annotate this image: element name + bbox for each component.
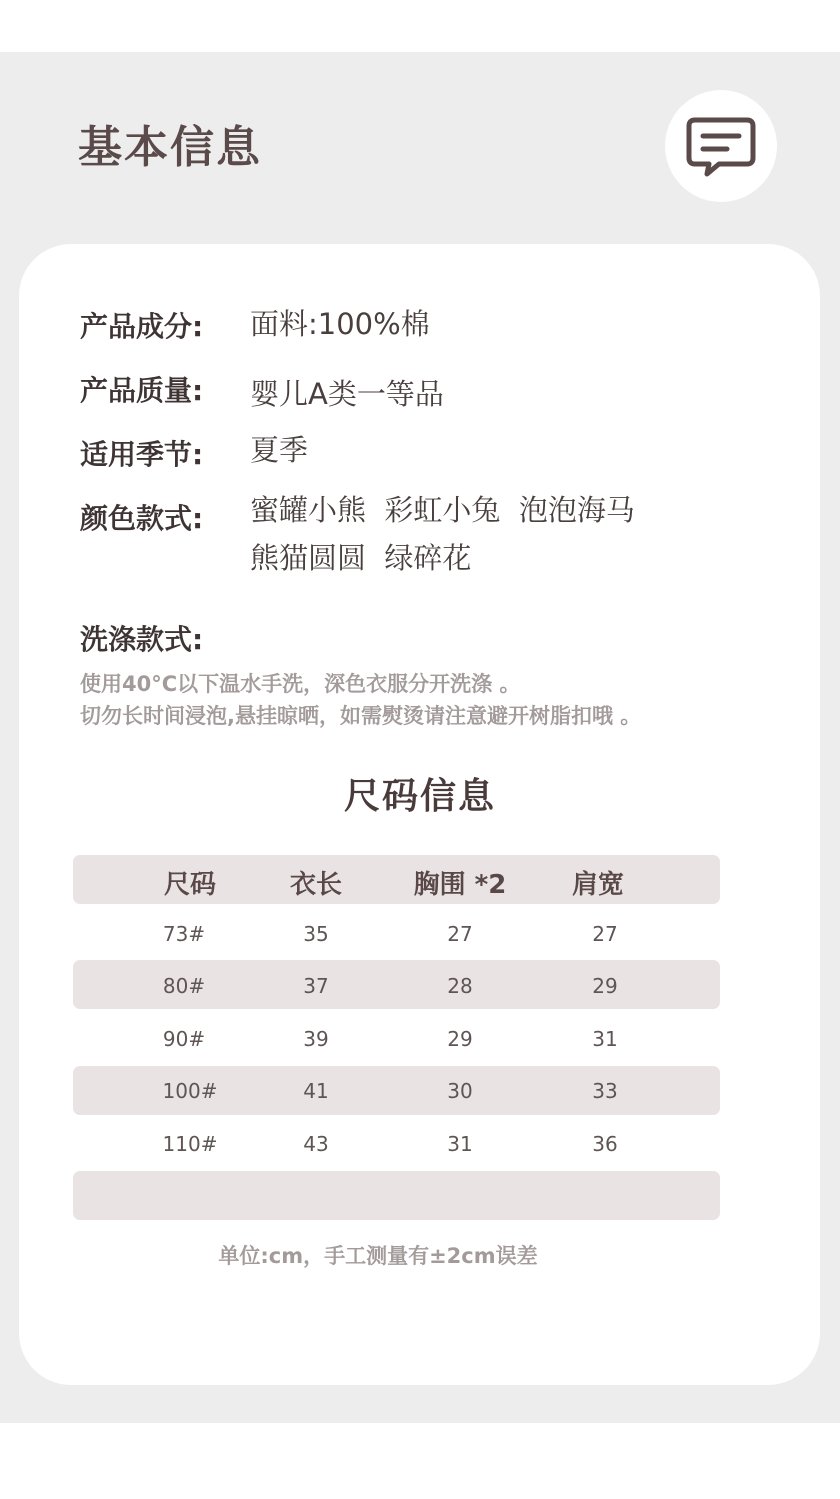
table-cell: 43 [303, 1132, 329, 1156]
wash-instruction: 切勿长时间浸泡,悬挂晾晒，如需熨烫请注意避开树脂扣哦 。 [80, 704, 642, 728]
table-cell: 90# [162, 1027, 206, 1051]
info-label: 产品成分: [80, 310, 204, 343]
table-cell: 110# [162, 1132, 218, 1156]
table-cell: 27 [592, 922, 618, 946]
table-cell: 30 [447, 1079, 473, 1103]
info-value: 面料:100%棉 [250, 307, 430, 341]
table-cell: 36 [592, 1132, 618, 1156]
table-cell: 35 [303, 922, 329, 946]
info-label: 产品质量: [80, 374, 204, 407]
table-cell: 39 [303, 1027, 329, 1051]
table-cell: 29 [447, 1027, 473, 1051]
table-header: 肩宽 [571, 870, 624, 900]
measurement-note: 单位:cm，手工测量有±2cm误差 [218, 1244, 538, 1268]
info-value: 熊猫圆圆 绿碎花 [250, 541, 472, 575]
info-value: 夏季 [250, 433, 309, 467]
info-label: 适用季节: [80, 438, 204, 471]
table-cell: 100# [162, 1079, 218, 1103]
table-cell: 28 [447, 974, 473, 998]
table-cell: 31 [447, 1132, 473, 1156]
table-row-stripe [73, 1171, 720, 1220]
info-label: 颜色款式: [80, 502, 204, 535]
wash-title: 洗涤款式: [80, 623, 204, 656]
chat-message-icon [685, 114, 757, 180]
table-cell: 37 [303, 974, 329, 998]
wash-instruction: 使用40°C以下温水手洗，深色衣服分开洗涤 。 [80, 672, 521, 696]
page-title: 基本信息 [78, 122, 262, 173]
chat-button[interactable] [665, 90, 777, 202]
table-header: 尺码 [163, 870, 216, 900]
info-value: 蜜罐小熊 彩虹小兔 泡泡海马 [250, 493, 635, 527]
info-value: 婴儿A类一等品 [250, 377, 444, 411]
table-cell: 73# [162, 922, 206, 946]
table-cell: 29 [592, 974, 618, 998]
table-cell: 27 [447, 922, 473, 946]
table-cell: 41 [303, 1079, 329, 1103]
table-header: 胸围 *2 [413, 870, 507, 900]
table-header: 衣长 [289, 870, 342, 900]
table-cell: 31 [592, 1027, 618, 1051]
table-cell: 80# [162, 974, 206, 998]
size-title: 尺码信息 [343, 776, 496, 817]
table-cell: 33 [592, 1079, 618, 1103]
